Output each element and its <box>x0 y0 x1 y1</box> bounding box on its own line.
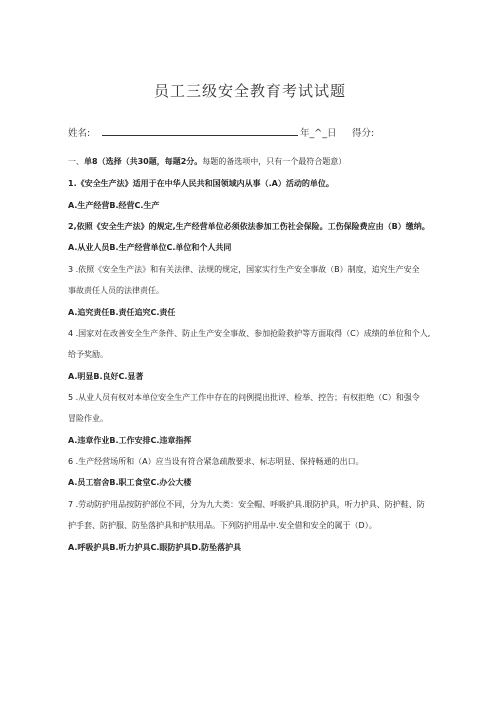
question-4-options: A.明显B.良好C.显著 <box>68 372 144 381</box>
question-4-stem-line-2: 给予奖励。 <box>68 350 108 359</box>
question-6-stem: 6 .生产经营场所和（A）应当设有符合紧急疏散要求、标志明显、保持畅通的出口。 <box>68 457 364 466</box>
page-title: 员工三级安全教育考试试题 <box>153 82 346 100</box>
section-heading <box>68 156 346 168</box>
question-5-options: A.违章作业B.工作安排C.违章指挥 <box>68 436 192 445</box>
question-7-stem-line-2: 护手套、防护服、防坠落护具和护肤用品。下列防护用品中.安全借和安全的属于（D）。 <box>68 521 377 530</box>
question-1-options: A.生产经营B.经营C.生产 <box>68 201 160 210</box>
question-2-stem: 2,依照《安全生产法》的规定,生产经营单位必须依法参加工伤社会保险。工伤保险费应由（B）缴纳。 <box>68 222 430 231</box>
question-3-options: A.追究责任B.责任追究C.责任 <box>68 308 176 317</box>
question-5-stem-line-2: 冒险作业。 <box>68 414 108 423</box>
name-blank-line <box>102 135 298 136</box>
question-3-stem-line-1: 3 .依照《安全生产法》和有关法律、法规的规定，国家实行生产安全事故（B）制度，追究生产安全 <box>68 265 420 274</box>
question-1-stem: 1.《安全生产法》适用于在中华人民共和国领域内从事（.A）活动的单位。 <box>68 179 334 188</box>
question-2-options: A.从业人员B.生产经营单位C.单位和个人共同 <box>68 243 232 252</box>
question-7-options: A.呼吸护具B.听力护具C.眼防护具D.防坠落护具 <box>68 543 242 552</box>
question-5-stem-line-1: 5 .从业人员有权对本单位安全生产工作中存在的问例提出批评、检举、控告；有权拒绝（C）和强令 <box>68 393 420 402</box>
section-heading-bold: 单8（选择（共30题，每题2分。 <box>84 157 203 166</box>
name-label: 姓名: <box>68 128 91 139</box>
score-label: 得分: <box>352 128 375 139</box>
question-6-options: A.员工宿舍B.职工食堂C.办公大楼 <box>68 478 192 487</box>
question-7-stem-line-1: 7 .劳动防护用品按防护部位不同，分为九大类：安全帽、呼吸护具.眼防护具，听力护具、防护鞋、防 <box>68 500 425 509</box>
date-text: 年_^_日 <box>300 128 337 139</box>
section-heading-rest: 每题的备选项中，只有一个最符合题意） <box>202 157 347 166</box>
question-4-stem-line-1: 4 .国家对在改善安全生产条件、防止生产安全事故、参加抢险救护等方面取得（C）成绩的单位和个人, <box>68 329 431 338</box>
student-info-row <box>68 125 448 141</box>
section-heading-number: 一、 <box>68 157 84 166</box>
question-3-stem-line-2: 事故责任人员的法律责任。 <box>68 286 164 295</box>
